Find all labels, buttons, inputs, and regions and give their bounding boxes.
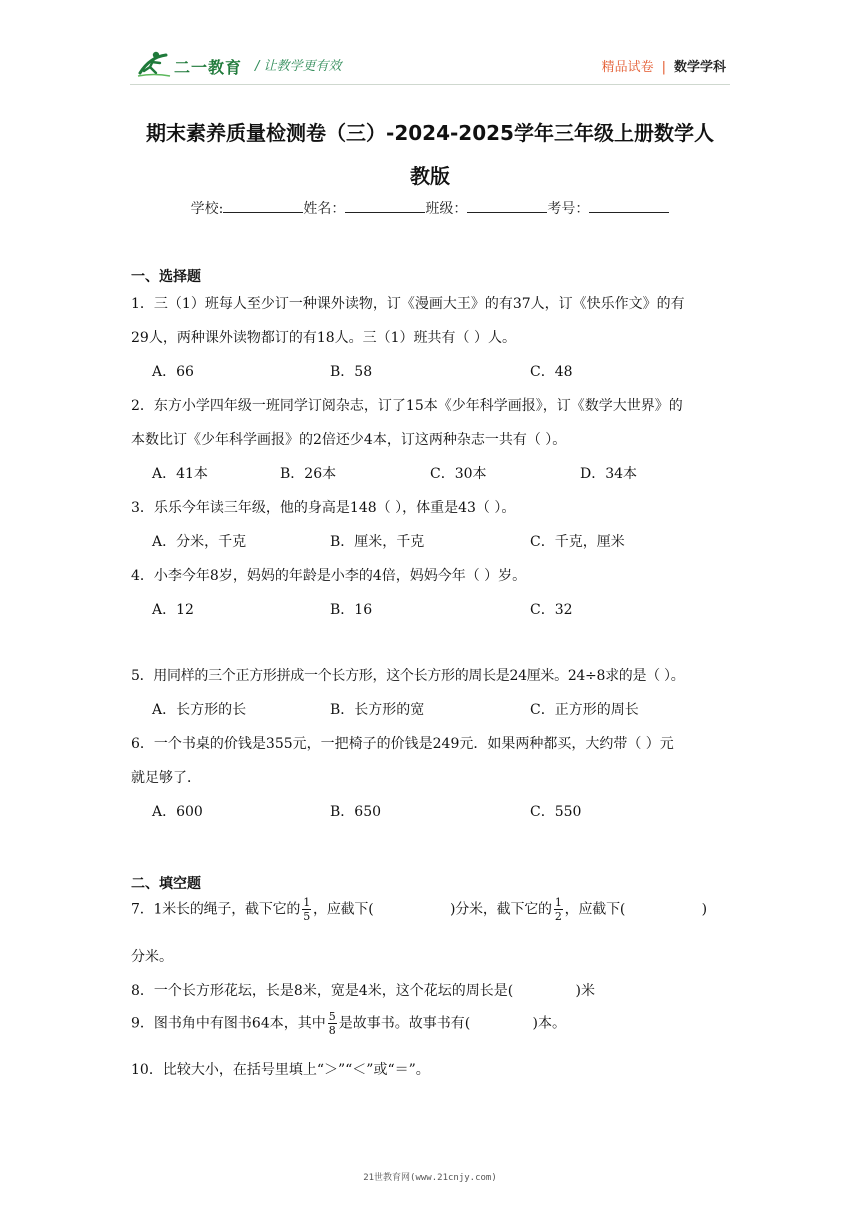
header-divider [130, 84, 730, 85]
q6-option-c[interactable]: C．550 [530, 804, 582, 820]
q1-option-b[interactable]: B．58 [330, 364, 373, 380]
q10-line1: 10．比较大小，在括号里填上“＞”“＜”或“＝”。 [131, 1062, 430, 1078]
q2-line1: 2．东方小学四年级一班同学订阅杂志，订了15本《少年科学画报》，订《数学大世界》的 [131, 398, 683, 414]
q9-frac-den: 8 [328, 1024, 336, 1037]
q8-line1: 8．一个长方形花坛，长是8米，宽是4米，这个花坛的周长是( )米 [131, 983, 595, 999]
q2-line2: 本数比订《少年科学画报》的2倍还少4本，订这两种杂志一共有（ ）。 [131, 432, 567, 448]
q7-frac2-num: 1 [554, 896, 562, 909]
page-title-line2: 教版 [410, 164, 450, 188]
name-blank[interactable] [345, 200, 425, 213]
q3-option-b[interactable]: B．厘米，千克 [330, 534, 425, 550]
q5-option-a[interactable]: A．长方形的长 [152, 702, 247, 718]
q4-line1: 4．小李今年8岁，妈妈的年龄是小李的4倍，妈妈今年（ ）岁。 [131, 568, 527, 584]
subject-label: 数学学科 [673, 60, 726, 75]
q3-option-a[interactable]: A．分米，千克 [152, 534, 247, 550]
header-separator: | [661, 60, 666, 75]
q7-fraction-2 [554, 896, 563, 923]
q9-fraction [328, 1010, 337, 1037]
slogan: / 让教学更有效 [255, 59, 342, 74]
section-fill-title: 二、填空题 [131, 876, 201, 892]
school-blank[interactable] [223, 200, 303, 213]
q6-line2: 就足够了． [131, 770, 201, 786]
q7-part1: 7．1米长的绳子，截下它的 [131, 901, 301, 918]
exam-no-label: 考号： [547, 201, 590, 217]
page-title-line1: 期末素养质量检测卷（三）-2024-2025学年三年级上册数学人 [146, 121, 714, 145]
class-blank[interactable] [467, 200, 547, 213]
q5-option-b[interactable]: B．长方形的宽 [330, 702, 425, 718]
q9-part2: 是故事书。故事书有( )本。 [338, 1015, 566, 1032]
q7-part2: ，应截下( )分米，截下它的 [313, 901, 552, 918]
exam-no-blank[interactable] [589, 200, 669, 213]
q9-line1 [131, 1010, 566, 1037]
q3-option-c[interactable]: C．千克，厘米 [530, 534, 625, 550]
q7-frac1-den: 5 [303, 910, 311, 923]
q2-option-d[interactable]: D．34本 [580, 466, 638, 482]
tag-label: 精品试卷 [601, 60, 654, 75]
q1-line1: 1．三（1）班每人至少订一种课外读物，订《漫画大王》的有37人，订《快乐作文》的有 [131, 296, 685, 312]
q2-option-b[interactable]: B．26本 [280, 466, 337, 482]
q7-line1 [131, 896, 707, 923]
q6-line1: 6．一个书桌的价钱是355元，一把椅子的价钱是249元．如果两种都买，大约带（ ）元 [131, 736, 674, 752]
q5-option-c[interactable]: C．正方形的周长 [530, 702, 639, 718]
q1-option-a[interactable]: A．66 [152, 364, 194, 380]
q9-part1: 9．图书角中有图书64本，其中 [131, 1015, 326, 1032]
school-label: 学校: [190, 201, 224, 217]
q3-line1: 3．乐乐今年读三年级，他的身高是148（ ），体重是43（ ）。 [131, 500, 516, 516]
q5-line1: 5．用同样的三个正方形拼成一个长方形，这个长方形的周长是24厘米。24÷8求的是（ ）。 [131, 668, 685, 684]
q1-option-c[interactable]: C．48 [530, 364, 573, 380]
class-label: 班级： [425, 201, 468, 217]
q7-line2: 分米。 [131, 949, 173, 965]
q7-part3: ，应截下( ) [564, 901, 707, 918]
q7-fraction-1 [302, 896, 311, 923]
student-info [130, 198, 730, 218]
name-label: 姓名： [303, 201, 346, 217]
q2-option-c[interactable]: C．30本 [430, 466, 487, 482]
q7-frac2-den: 2 [554, 910, 562, 923]
page-footer: 21世教育网(www.21cnjy.com) [363, 1173, 497, 1183]
q4-option-a[interactable]: A．12 [152, 602, 194, 618]
logo-text: 二一教育 [174, 58, 243, 77]
q4-option-b[interactable]: B．16 [330, 602, 373, 618]
q6-option-a[interactable]: A．600 [152, 804, 203, 820]
q4-option-c[interactable]: C．32 [530, 602, 573, 618]
q7-frac1-num: 1 [303, 896, 311, 909]
header-right [602, 56, 726, 75]
q1-line2: 29人，两种课外读物都订的有18人。三（1）班共有（ ）人。 [131, 330, 516, 346]
q6-option-b[interactable]: B．650 [330, 804, 382, 820]
q2-option-a[interactable]: A．41本 [152, 466, 208, 482]
q9-frac-num: 5 [328, 1010, 336, 1023]
section-choice-title: 一、选择题 [131, 269, 201, 285]
runner-logo-icon [136, 49, 172, 79]
